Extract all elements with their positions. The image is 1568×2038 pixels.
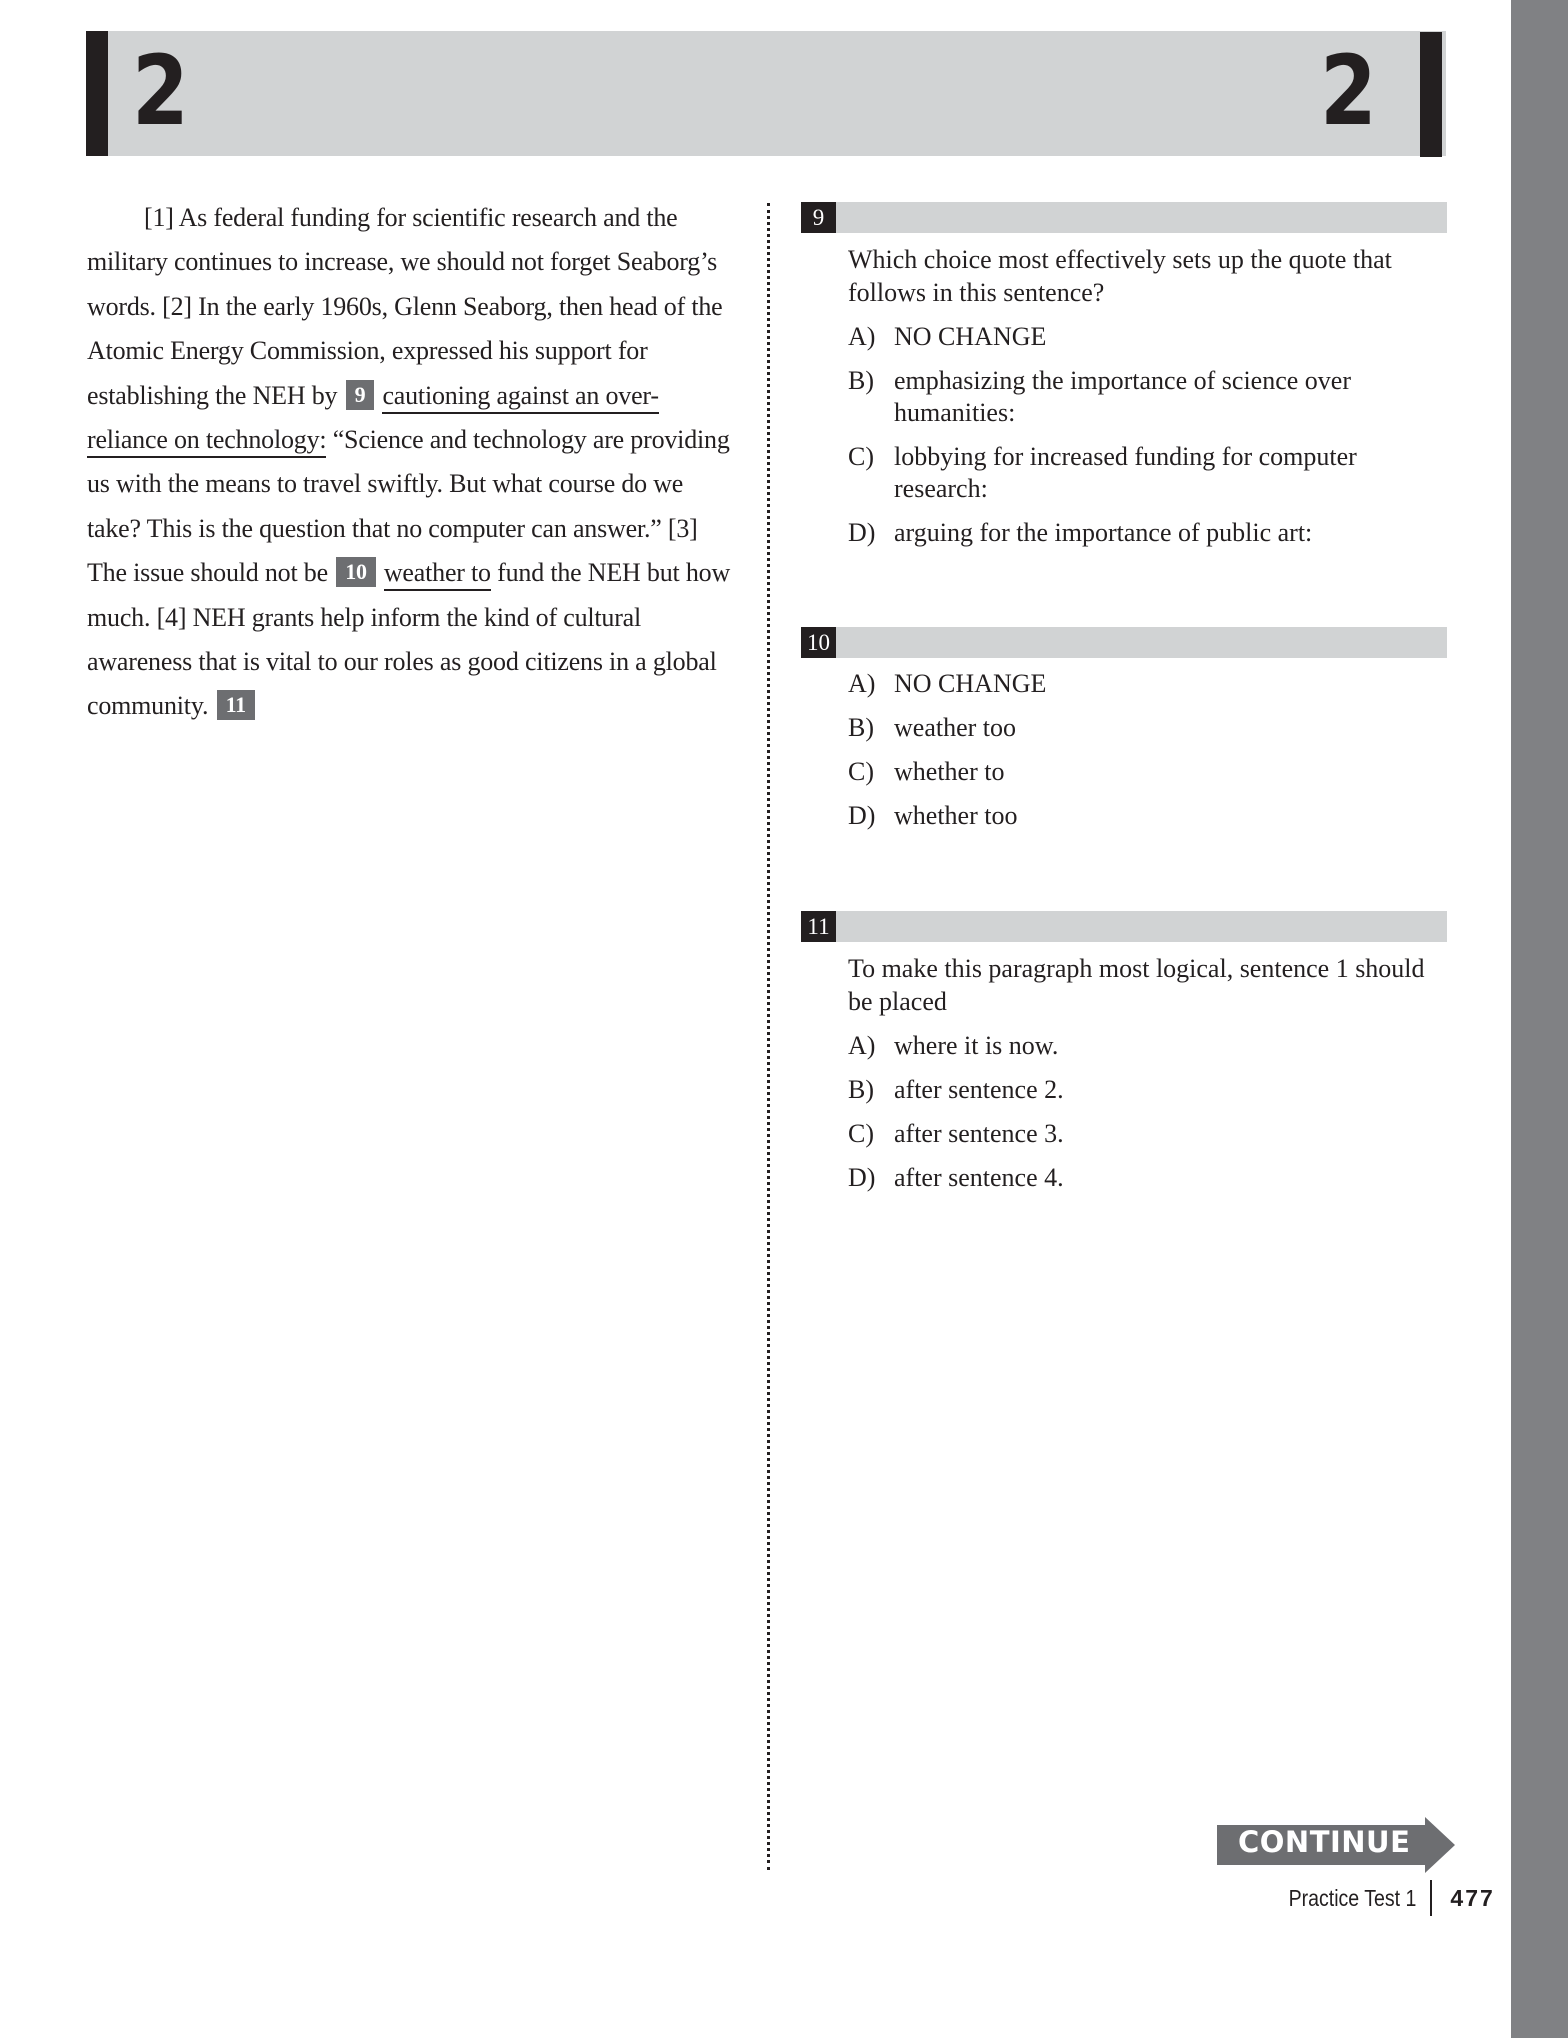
choice-letter: A): [848, 322, 876, 351]
choice-letter: C): [848, 757, 874, 786]
choice-b[interactable]: [848, 712, 1447, 744]
choice-list: [848, 1030, 1447, 1194]
continue-label: CONTINUE: [1238, 1825, 1411, 1859]
question-number: 11: [801, 911, 836, 942]
test-label: Practice Test 1: [1288, 1884, 1417, 1911]
underlined-text-9[interactable]: cautioning against an over-reliance on technology:: [87, 381, 659, 458]
question-header: [801, 627, 1447, 658]
passage-text: [1] As federal funding for scientific research and the military continues to increase, we should not forget Seaborg’s words. [2] In the early 1960s, Glenn Seaborg, then head of the Atomic Energy Commission, expressed his support for establishing the NEH by: [87, 203, 723, 410]
question-header: [801, 911, 1447, 942]
choice-text: after sentence 2.: [894, 1075, 1064, 1104]
section-header-bar-right: [1420, 32, 1442, 157]
passage: [87, 196, 737, 729]
underlined-text-10[interactable]: weather to: [384, 558, 491, 591]
choice-text: lobbying for increased funding for computer research:: [894, 442, 1357, 503]
choice-letter: B): [848, 1075, 874, 1104]
choice-text: NO CHANGE: [894, 322, 1047, 351]
question-ref-11[interactable]: 11: [217, 690, 255, 720]
question-9: [801, 202, 1447, 549]
choice-letter: B): [848, 713, 874, 742]
question-ref-9[interactable]: 9: [346, 380, 375, 410]
question-11: [801, 911, 1447, 1194]
section-number-left: 2: [132, 35, 189, 147]
passage-text: fund the NEH but how much. [4] NEH grants help inform the kind of cultural awareness that is vital to our roles as good citizens in a global community.: [87, 558, 731, 721]
side-thumb-tab: [1511, 0, 1568, 2038]
question-header: [801, 202, 1447, 233]
question-ref-10[interactable]: 10: [336, 557, 376, 587]
choice-d[interactable]: [848, 800, 1447, 832]
continue-button[interactable]: [1217, 1817, 1455, 1873]
choice-a[interactable]: [848, 1030, 1447, 1062]
page-footer: [1266, 1880, 1495, 1916]
section-header-band: [86, 31, 1446, 156]
choice-text: after sentence 4.: [894, 1163, 1064, 1192]
choice-text: whether to: [894, 757, 1005, 786]
footer-separator: [1430, 1880, 1432, 1916]
choice-letter: A): [848, 669, 876, 698]
question-stem: Which choice most effectively sets up the quote that follows in this sentence?: [848, 245, 1392, 307]
choice-letter: D): [848, 1163, 876, 1192]
choice-letter: B): [848, 366, 874, 395]
choice-text: weather too: [894, 713, 1017, 742]
choice-c[interactable]: [848, 756, 1447, 788]
choice-d[interactable]: [848, 517, 1447, 549]
question-10: [801, 627, 1447, 832]
passage-text: “Science and technology are providing us with the means to travel swiftly. But what course do we take? This is the question that no computer can answer.” [3] The issue should not be: [87, 425, 730, 588]
choice-c[interactable]: [848, 441, 1447, 505]
choice-letter: A): [848, 1031, 876, 1060]
column-divider: [767, 203, 770, 1870]
choice-text: NO CHANGE: [894, 669, 1047, 698]
choice-d[interactable]: [848, 1162, 1447, 1194]
choice-b[interactable]: [848, 365, 1447, 429]
choice-text: after sentence 3.: [894, 1119, 1064, 1148]
page-number: 477: [1450, 1884, 1495, 1911]
section-header-bar-left: [86, 31, 108, 156]
choice-text: emphasizing the importance of science over humanities:: [894, 366, 1351, 427]
choice-text: arguing for the importance of public art:: [894, 518, 1313, 547]
question-number: 10: [801, 627, 836, 658]
choice-letter: C): [848, 442, 874, 471]
choice-c[interactable]: [848, 1118, 1447, 1150]
choice-list: [848, 668, 1447, 832]
choice-list: [848, 321, 1447, 549]
question-stem: To make this paragraph most logical, sentence 1 should be placed: [848, 954, 1425, 1016]
choice-text: whether too: [894, 801, 1018, 830]
choice-a[interactable]: [848, 668, 1447, 700]
choice-a[interactable]: [848, 321, 1447, 353]
question-number: 9: [801, 202, 836, 233]
choice-letter: D): [848, 518, 876, 547]
passage-paragraph: [87, 196, 737, 729]
choice-b[interactable]: [848, 1074, 1447, 1106]
choice-letter: D): [848, 801, 876, 830]
choice-letter: C): [848, 1119, 874, 1148]
choice-text: where it is now.: [894, 1031, 1059, 1060]
section-number-right: 2: [1320, 35, 1377, 147]
